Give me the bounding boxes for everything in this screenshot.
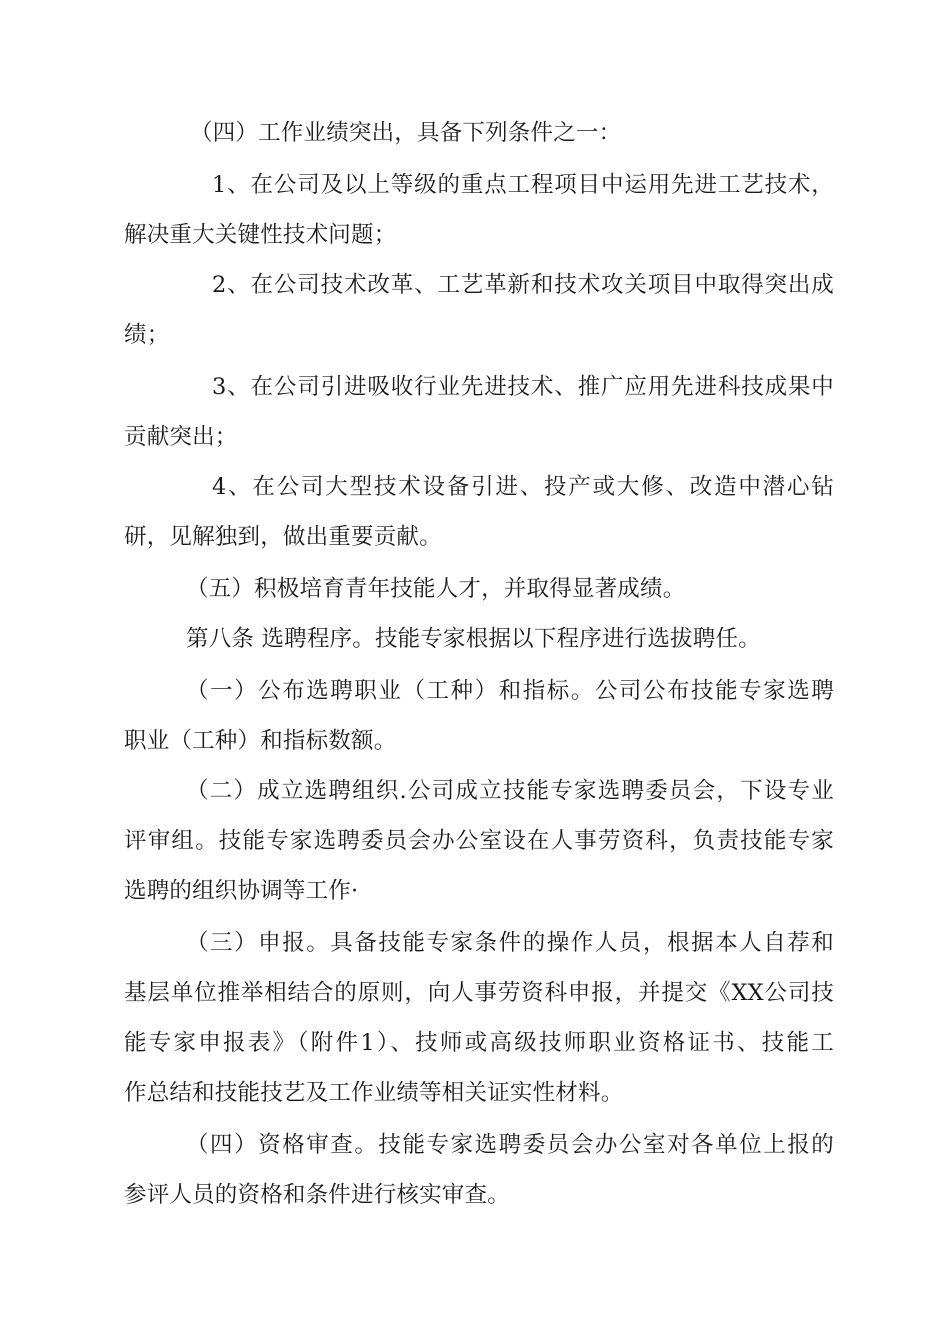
p10-line-3: 能专家申报表》（附件1）、技师或高级技师职业资格证书、技能工 (124, 1030, 834, 1056)
p4-line-2: 贡献突出； (124, 424, 238, 450)
p5-line-2: 研，见解独到，做出重要贡献。 (124, 524, 442, 550)
p9-line-2: 评审组。技能专家选聘委员会办公室设在人事劳资科，负责技能专家 (124, 828, 834, 854)
p2-line-2: 解决重大关键性技术问题； (124, 222, 397, 248)
p11-line-1: （四）资格审查。技能专家选聘委员会办公室对各单位上报的 (186, 1132, 834, 1158)
p8-line-2: 职业（工种）和指标数额。 (124, 728, 397, 754)
p2-line-1: 1、在公司及以上等级的重点工程项目中运用先进工艺技术， (212, 172, 834, 198)
p10-line-4: 作总结和技能技艺及工作业绩等相关证实性材料。 (124, 1080, 624, 1106)
p10-line-1: （三）申报。具备技能专家条件的操作人员，根据本人自荐和 (186, 930, 834, 956)
p7-line-1: 第八条 选聘程序。技能专家根据以下程序进行选拔聘任。 (186, 626, 761, 652)
p1-line-1: （四）工作业绩突出，具备下列条件之一： (190, 120, 622, 146)
p11-line-2: 参评人员的资格和条件进行核实审查。 (124, 1182, 510, 1208)
p8-line-1: （一）公布选聘职业（工种）和指标。公司公布技能专家选聘 (186, 678, 834, 704)
p5-line-1: 4、在公司大型技术设备引进、投产或大修、改造中潜心钻 (212, 474, 834, 500)
p9-line-1: （二）成立选聘组织.公司成立技能专家选聘委员会，下设专业 (186, 778, 834, 804)
p3-line-2: 绩； (124, 322, 170, 348)
p4-line-1: 3、在公司引进吸收行业先进技术、推广应用先进科技成果中 (212, 374, 834, 400)
p9-line-3: 选聘的组织协调等工作· (124, 878, 359, 904)
p10-line-2: 基层单位推举相结合的原则，向人事劳资科申报，并提交《XX公司技 (124, 980, 834, 1006)
p3-line-1: 2、在公司技术改革、工艺革新和技术攻关项目中取得突出成 (212, 272, 834, 298)
p6-line-1: （五）积极培育青年技能人才，并取得显著成绩。 (186, 576, 686, 602)
